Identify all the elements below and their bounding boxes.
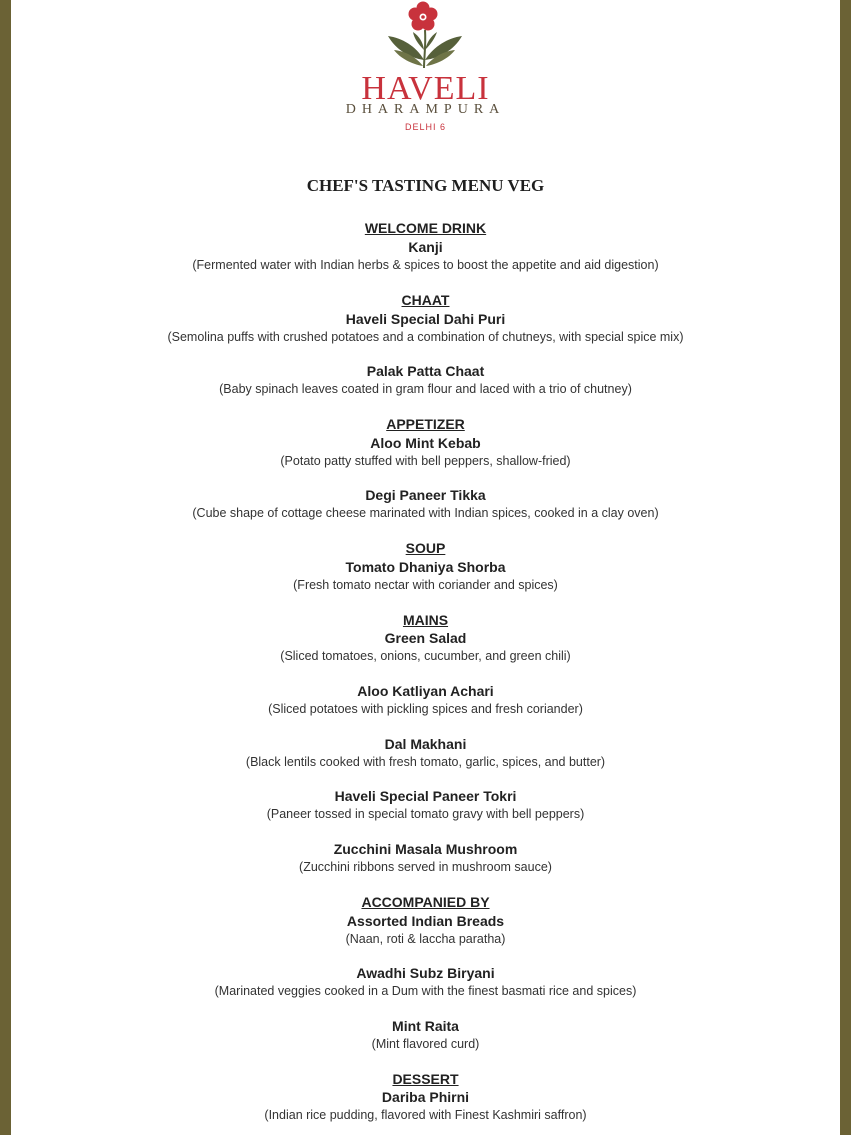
- dish-name: Kanji: [408, 239, 443, 255]
- section-heading-dessert: DESSERT: [392, 1071, 459, 1087]
- dish-description: (Marinated veggies cooked in a Dum with the finest basmati rice and spices): [214, 984, 637, 998]
- dish-name: Dariba Phirni: [381, 1089, 470, 1105]
- section-heading-soup: SOUP: [405, 540, 446, 556]
- dish-name: Dal Makhani: [384, 736, 467, 752]
- dish-description: (Naan, roti & laccha paratha): [345, 932, 506, 946]
- section-heading-welcome: WELCOME DRINK: [364, 220, 487, 236]
- dish-name: Zucchini Masala Mushroom: [333, 841, 518, 857]
- dish-name: Haveli Special Dahi Puri: [345, 311, 506, 327]
- dish-description: (Baby spinach leaves coated in gram flour and laced with a trio of chutney): [219, 382, 632, 396]
- dish-description: (Sliced tomatoes, onions, cucumber, and green chili): [280, 649, 571, 663]
- dish-description: (Fermented water with Indian herbs & spices to boost the appetite and aid digestion): [192, 258, 659, 272]
- dish-description: (Black lentils cooked with fresh tomato, garlic, spices, and butter): [245, 755, 606, 769]
- menu-title: CHEF'S TASTING MENU VEG: [306, 176, 545, 195]
- red-flower-icon: [409, 2, 438, 31]
- dish-name: Green Salad: [384, 630, 467, 646]
- dish-description: (Sliced potatoes with pickling spices and fresh coriander): [268, 702, 583, 716]
- leaf-stems: [388, 30, 462, 68]
- brand-subtitle: DHARAMPURA: [345, 102, 506, 117]
- dish-name: Awadhi Subz Biryani: [356, 965, 495, 981]
- section-heading-accompanied: ACCOMPANIED BY: [361, 894, 490, 910]
- dish-description: (Zucchini ribbons served in mushroom sauce): [299, 860, 552, 874]
- dish-name: Assorted Indian Breads: [346, 913, 505, 929]
- dish-description: (Indian rice pudding, flavored with Finest Kashmiri saffron): [264, 1108, 587, 1122]
- section-heading-appetizer: APPETIZER: [386, 416, 465, 432]
- dish-name: Tomato Dhaniya Shorba: [345, 559, 506, 575]
- dish-name: Aloo Mint Kebab: [370, 435, 481, 451]
- dish-name: Palak Patta Chaat: [366, 363, 485, 379]
- brand-city: DELHI 6: [404, 122, 446, 132]
- dish-name: Degi Paneer Tikka: [365, 487, 486, 503]
- brand-name: HAVELI: [361, 70, 490, 107]
- dish-description: (Mint flavored curd): [371, 1037, 480, 1051]
- dish-name: Mint Raita: [392, 1018, 459, 1034]
- dish-name: Haveli Special Paneer Tokri: [334, 788, 517, 804]
- section-heading-chaat: CHAAT: [401, 292, 450, 308]
- dish-description: (Cube shape of cottage cheese marinated with Indian spices, cooked in a clay oven): [192, 506, 659, 520]
- section-heading-mains: MAINS: [402, 612, 449, 628]
- dish-description: (Paneer tossed in special tomato gravy with bell peppers): [266, 807, 585, 821]
- dish-name: Aloo Katliyan Achari: [357, 683, 494, 699]
- dish-description: (Potato patty stuffed with bell peppers, shallow-fried): [280, 454, 571, 468]
- dish-description: (Semolina puffs with crushed potatoes and a combination of chutneys, with special spice mix): [167, 330, 684, 344]
- dish-description: (Fresh tomato nectar with coriander and spices): [293, 578, 558, 592]
